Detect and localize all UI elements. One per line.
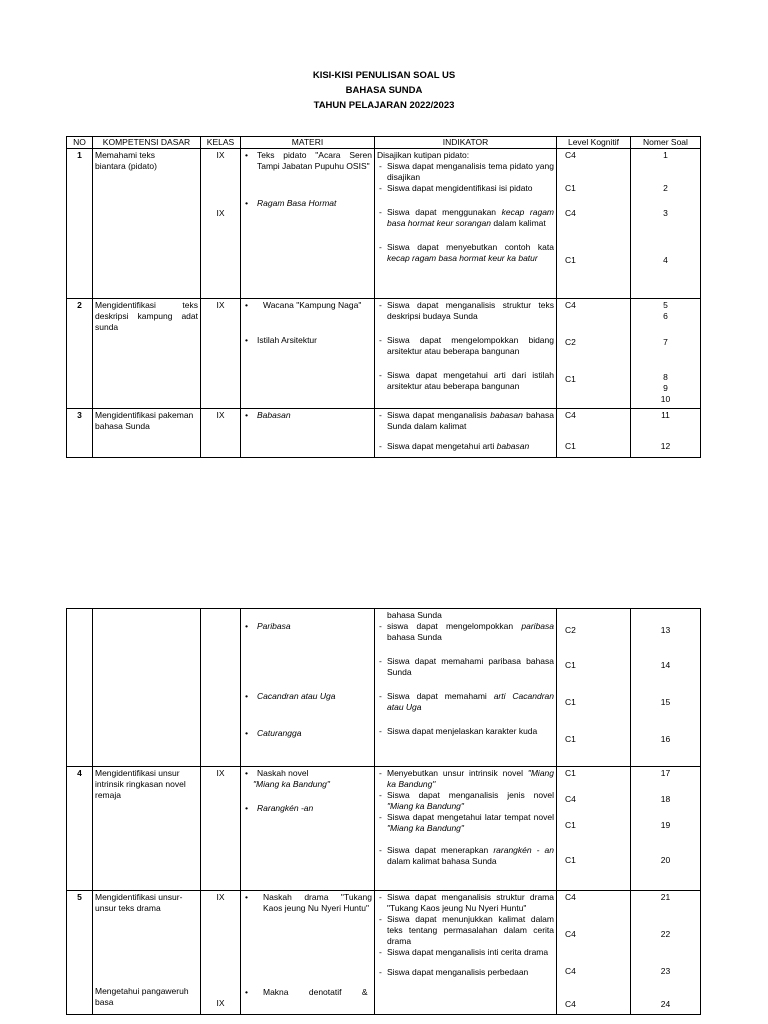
level-value: C4 (565, 208, 576, 218)
level-value: C4 (565, 966, 576, 976)
table-row (67, 149, 701, 299)
level-value: C1 (565, 697, 576, 707)
nomer-value: 16 (660, 734, 671, 744)
nomer-value: 10 (660, 394, 671, 404)
nomer-value: 24 (660, 999, 671, 1009)
indikator-item (377, 845, 554, 867)
indikator-item: - Siswa dapat mengidentifikasi isi pidato (377, 183, 554, 194)
nomer-value: 12 (660, 441, 671, 451)
level-value: C1 (565, 820, 576, 830)
kompetensi-text: Mengidentifikasi pakeman bahasa Sunda (95, 410, 194, 431)
indikator-text: Siswa dapat memahami (387, 691, 494, 701)
kelas-cell (201, 891, 241, 1015)
level-value: C1 (565, 255, 576, 265)
level-value: C2 (565, 625, 576, 635)
indikator-term: paribasa (521, 621, 554, 631)
kompetensi-text: Mengidentifikasi teks deskripsi kampung adat sunda (95, 300, 198, 332)
indikator-item (377, 410, 554, 432)
indikator-cell (375, 299, 557, 409)
kompetensi-cell (93, 891, 201, 1015)
title-line-2: BAHASA SUNDA (345, 85, 423, 96)
materi-item: • Paribasa (243, 621, 372, 632)
indikator-term: "Miang ka Bandung" (387, 823, 464, 833)
indikator-cell (375, 609, 557, 767)
level-value: C1 (565, 441, 576, 451)
document-title (0, 68, 768, 113)
indikator-term: babasan (490, 410, 523, 420)
indikator-item: - Siswa dapat mengelompokkan bidang arsitektur atau beberapa bangunan (377, 335, 554, 357)
indikator-item: - Siswa dapat menjelaskan karakter kuda (377, 726, 554, 737)
level-value: C1 (565, 374, 576, 384)
nomer-cell (631, 891, 701, 1015)
indikator-text: Siswa dapat menggunakan (387, 207, 502, 217)
indikator-cell (375, 767, 557, 891)
nomer-value: 11 (661, 410, 670, 420)
nomer-value: 9 (663, 383, 668, 393)
indikator-item: - Siswa dapat memahami paribasa bahasa Sunda (377, 656, 554, 678)
nomer-cell (631, 149, 701, 299)
table-row (67, 891, 701, 1015)
col-kelas: KELAS (201, 137, 241, 149)
indikator-cell (375, 891, 557, 1015)
indikator-item (377, 691, 554, 713)
level-cell (557, 409, 631, 458)
materi-item: • Cacandran atau Uga (243, 691, 372, 702)
nomer-value: 1 (663, 150, 668, 160)
kisi-kisi-table-1 (66, 136, 701, 458)
col-nomer: Nomer Soal (631, 137, 701, 149)
indikator-term: rarangkén - an (493, 845, 554, 855)
indikator-item (377, 768, 554, 790)
indikator-text: dalam kalimat bahasa Sunda (387, 856, 497, 866)
indikator-item: - Siswa dapat menganalisis tema pidato yang disajikan (377, 161, 554, 183)
indikator-item (377, 207, 554, 229)
table-row (67, 767, 701, 891)
materi-item: • Makna denotatif & (243, 987, 372, 998)
kompetensi-cell (93, 767, 201, 891)
level-value: C1 (565, 768, 576, 778)
materi-cell (241, 409, 375, 458)
materi-cell (241, 299, 375, 409)
indikator-term: arti Cacandran atau Uga (387, 691, 554, 712)
level-value: C1 (565, 183, 576, 193)
indikator-term: "Miang ka Bandung" (387, 801, 464, 811)
level-cell (557, 891, 631, 1015)
level-value: C4 (565, 892, 576, 902)
indikator-term: kecap ragam basa hormat keur sorangan (387, 207, 554, 228)
materi-item: • Teks pidato "Acara Seren Tampi Jabatan Pupuhu OSIS" (243, 150, 372, 172)
indikator-item: - Siswa dapat menunjukkan kalimat dalam teks tentang permasalahan dalam cerita drama (377, 914, 554, 947)
level-value: C1 (565, 734, 576, 744)
level-cell (557, 299, 631, 409)
kompetensi-text: Mengidentifikasi unsur-unsur teks drama (95, 892, 183, 913)
indikator-text: bahasa Sunda (387, 632, 442, 642)
materi-item: • Istilah Arsitektur (243, 335, 372, 346)
row-number: 4 (67, 767, 93, 891)
row-number: 5 (67, 891, 93, 1015)
indikator-item: - Siswa dapat menganalisis perbedaan (377, 967, 554, 978)
nomer-value: 14 (660, 660, 671, 670)
kelas-cell (201, 149, 241, 299)
indikator-continued: bahasa Sunda (387, 610, 442, 620)
level-value: C4 (565, 794, 576, 804)
table-row (67, 409, 701, 458)
nomer-value: 5 (663, 300, 668, 310)
indikator-text: bahasa Sunda dalam kalimat (387, 410, 555, 431)
col-indikator: INDIKATOR (375, 137, 557, 149)
level-cell (557, 609, 631, 767)
kompetensi-text: Memahami teks biantara (pidato) (95, 150, 157, 171)
nomer-value: 8 (663, 372, 668, 382)
row-number: 2 (67, 299, 93, 409)
materi-item: • Babasan (243, 410, 372, 421)
level-value: C2 (565, 337, 576, 347)
table-header-row (67, 137, 701, 149)
indikator-term: "Miang ka Bandung" (387, 768, 554, 789)
materi-item: • Wacana "Kampung Naga" (243, 300, 372, 311)
materi-item-continued: "Miang ka Bandung" (253, 779, 330, 789)
materi-cell (241, 891, 375, 1015)
nomer-value: 3 (663, 208, 668, 218)
nomer-value: 7 (663, 337, 668, 347)
level-value: C4 (565, 999, 576, 1009)
kompetensi-cell (93, 409, 201, 458)
level-cell (557, 767, 631, 891)
nomer-value: 23 (660, 966, 671, 976)
materi-item: • Ragam Basa Hormat (243, 198, 372, 209)
nomer-cell (631, 299, 701, 409)
level-value: C4 (565, 929, 576, 939)
level-value: C1 (565, 855, 576, 865)
title-line-1: KISI-KISI PENULISAN SOAL US (312, 70, 456, 81)
nomer-value: 19 (660, 820, 671, 830)
row-number: 3 (67, 409, 93, 458)
indikator-item (377, 812, 554, 834)
nomer-value: 2 (663, 183, 668, 193)
indikator-item (377, 790, 554, 812)
indikator-item: - Siswa dapat mengetahui arti dari istilah arsitektur atau beberapa bangunan (377, 370, 554, 392)
table-row (67, 299, 701, 409)
indikator-item: - Siswa dapat menganalisis struktur teks deskripsi budaya Sunda (377, 300, 554, 322)
nomer-value: 18 (660, 794, 671, 804)
kompetensi-cell (93, 299, 201, 409)
kompetensi-text: Mengidentifikasi unsur intrinsik ringkasan novel remaja (95, 768, 186, 800)
indikator-term: kecap ragam basa hormat keur ka batur (387, 253, 538, 263)
materi-item: • Naskah drama "Tukang Kaos jeung Nu Nyeri Huntu" (243, 892, 372, 914)
materi-item: • Rarangkén -an (243, 803, 372, 814)
indikator-text: siswa dapat mengelompokkan (387, 621, 522, 631)
nomer-value: 4 (663, 255, 668, 265)
indikator-text: Siswa dapat menganalisis (387, 410, 491, 420)
indikator-text: Siswa dapat menyebutkan contoh kata (387, 242, 554, 252)
nomer-cell (631, 767, 701, 891)
table-row (67, 609, 701, 767)
col-materi: MATERI (241, 137, 375, 149)
level-value: C4 (565, 150, 576, 160)
level-value: C1 (565, 660, 576, 670)
level-cell (557, 149, 631, 299)
kelas-value: IX (216, 892, 225, 902)
col-kompetensi: KOMPETENSI DASAR (93, 137, 201, 149)
indikator-text: Siswa dapat mengetahui latar tempat novel (387, 812, 554, 822)
kelas-cell (201, 609, 241, 767)
row-number (67, 609, 93, 767)
kompetensi-cell (93, 609, 201, 767)
indikator-intro: Disajikan kutipan pidato: (377, 150, 470, 160)
indikator-text: dalam kalimat (490, 218, 546, 228)
level-value: C4 (565, 300, 576, 310)
kisi-kisi-table-2 (66, 608, 701, 1015)
kelas-cell: IX (201, 299, 241, 409)
indikator-text: Siswa dapat menganalisis jenis novel (387, 790, 554, 800)
kompetensi-cell (93, 149, 201, 299)
indikator-term: babasan (496, 441, 530, 451)
nomer-value: 21 (660, 892, 671, 902)
nomer-value: 22 (660, 929, 671, 939)
indikator-cell (375, 149, 557, 299)
nomer-cell (631, 609, 701, 767)
indikator-text: Siswa dapat mengetahui arti (387, 441, 497, 451)
nomer-value: 6 (663, 311, 668, 321)
indikator-item: - Siswa dapat menganalisis inti cerita drama (377, 947, 554, 958)
indikator-item (377, 441, 554, 452)
col-level: Level Kognitif (557, 137, 631, 149)
materi-cell (241, 609, 375, 767)
kompetensi-text: Mengetahui pangaweruh basa (95, 986, 189, 1007)
indikator-item: - Siswa dapat menganalisis struktur drama "Tukang Kaos jeung Nu Nyeri Huntu" (377, 892, 554, 914)
level-value: C4 (565, 410, 576, 420)
kelas-value: IX (216, 150, 225, 160)
nomer-value: 13 (660, 625, 671, 635)
row-number: 1 (67, 149, 93, 299)
kelas-value: IX (216, 998, 225, 1008)
materi-cell (241, 149, 375, 299)
title-line-3: TAHUN PELAJARAN 2022/2023 (313, 100, 455, 111)
kelas-value: IX (216, 208, 225, 218)
nomer-value: 17 (660, 768, 671, 778)
kelas-cell: IX (201, 767, 241, 891)
indikator-item (377, 621, 554, 643)
materi-item: • Caturangga (243, 728, 372, 739)
nomer-value: 15 (660, 697, 671, 707)
nomer-cell (631, 409, 701, 458)
kelas-cell: IX (201, 409, 241, 458)
materi-item: • Naskah novel (243, 768, 372, 779)
indikator-text: Siswa dapat menerapkan (387, 845, 494, 855)
materi-cell (241, 767, 375, 891)
indikator-cell (375, 409, 557, 458)
nomer-value: 20 (660, 855, 671, 865)
indikator-text: Menyebutkan unsur intrinsik novel (387, 768, 528, 778)
col-no: NO (67, 137, 93, 149)
indikator-item (377, 242, 554, 264)
